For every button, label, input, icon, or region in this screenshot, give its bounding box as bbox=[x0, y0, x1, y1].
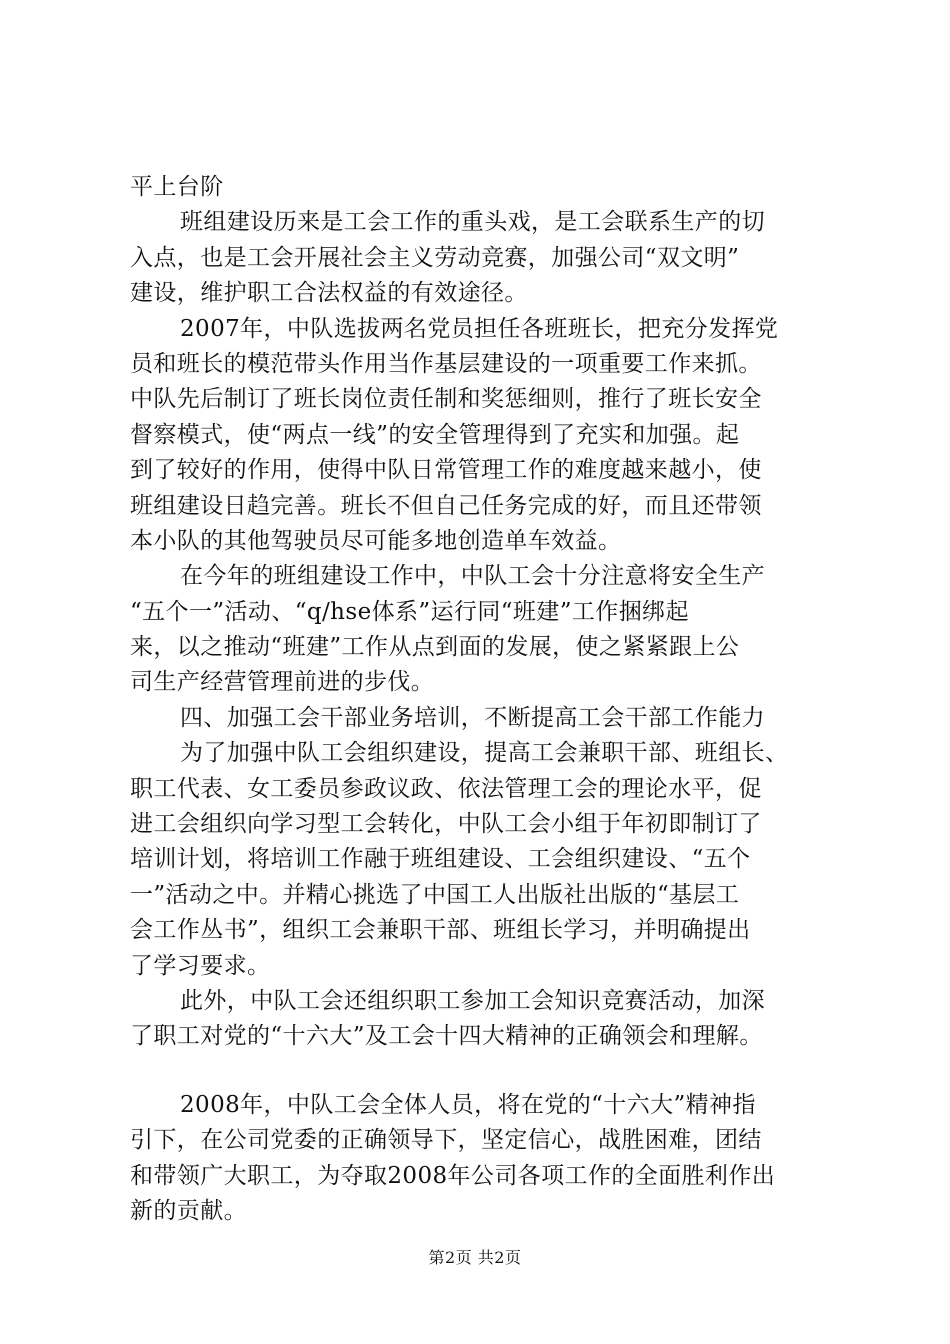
text-line: 新的贡献。 bbox=[130, 1197, 247, 1224]
text-line: 班组建设日趋完善。班长不但自己任务完成的好，而且还带领 bbox=[130, 492, 762, 519]
text-line: 员和班长的模范带头作用当作基层建设的一项重要工作来抓。 bbox=[130, 350, 762, 377]
text-line: 在今年的班组建设工作中，中队工会十分注意将安全生产 bbox=[180, 563, 765, 590]
text-line: 建设，维护职工合法权益的有效途径。 bbox=[130, 280, 528, 307]
text-line: 了职工对党的“十六大”及工会十四大精神的正确领会和理解。 bbox=[130, 1023, 763, 1050]
text-line: 督察模式，使“两点一线”的安全管理得到了充实和加强。起 bbox=[130, 421, 740, 448]
text-line: 会工作丛书”，组织工会兼职干部、班组长学习，并明确提出 bbox=[130, 917, 751, 944]
text-line: 为了加强中队工会组织建设，提高工会兼职干部、班组长、 bbox=[180, 740, 789, 767]
text-line: 引下，在公司党委的正确领导下，坚定信心，战胜困难，团结 bbox=[130, 1127, 762, 1154]
text-line: 2008年，中队工会全体人员，将在党的“十六大”精神指 bbox=[180, 1091, 756, 1118]
text-line: 职工代表、女工委员参政议政、依法管理工会的理论水平，促 bbox=[130, 775, 762, 802]
text-line: 班组建设历来是工会工作的重头戏，是工会联系生产的切 bbox=[180, 209, 765, 236]
page-footer: 第2页 共2页 bbox=[428, 1248, 522, 1267]
text-line: 到了较好的作用，使得中队日常管理工作的难度越来越小，使 bbox=[130, 457, 762, 484]
text-line: 2007年，中队选拔两名党员担任各班班长，把充分发挥党 bbox=[180, 315, 779, 342]
document-body bbox=[130, 170, 850, 1229]
text-line: 和带领广大职工，为夺取2008年公司各项工作的全面胜利作出 bbox=[130, 1162, 776, 1189]
paragraph-gap bbox=[130, 1055, 850, 1088]
text-line: “五个一”活动、“q/hse体系”运行同“班建”工作捆绑起 bbox=[130, 598, 689, 625]
text-line: 一”活动之中。并精心挑选了中国工人出版社出版的“基层工 bbox=[130, 881, 740, 908]
text-line: 本小队的其他驾驶员尽可能多地创造单车效益。 bbox=[130, 527, 622, 554]
section-heading: 四、加强工会干部业务培训，不断提高工会干部工作能力 bbox=[180, 704, 765, 731]
text-line: 中队先后制订了班长岗位责任制和奖惩细则，推行了班长安全 bbox=[130, 386, 762, 413]
text-line: 培训计划，将培训工作融于班组建设、工会组织建设、“五个 bbox=[130, 846, 751, 873]
text-line: 来，以之推动“班建”工作从点到面的发展，使之紧紧跟上公 bbox=[130, 634, 740, 661]
text-line: 平上台阶 bbox=[130, 174, 224, 200]
text-line: 司生产经营管理前进的步伐。 bbox=[130, 669, 435, 696]
text-line: 此外，中队工会还组织职工参加工会知识竞赛活动，加深 bbox=[180, 987, 765, 1014]
text-line: 了学习要求。 bbox=[130, 952, 271, 979]
text-line: 进工会组织向学习型工会转化，中队工会小组于年初即制订了 bbox=[130, 811, 762, 838]
text-line: 入点，也是工会开展社会主义劳动竞赛，加强公司“双文明” bbox=[130, 244, 740, 271]
